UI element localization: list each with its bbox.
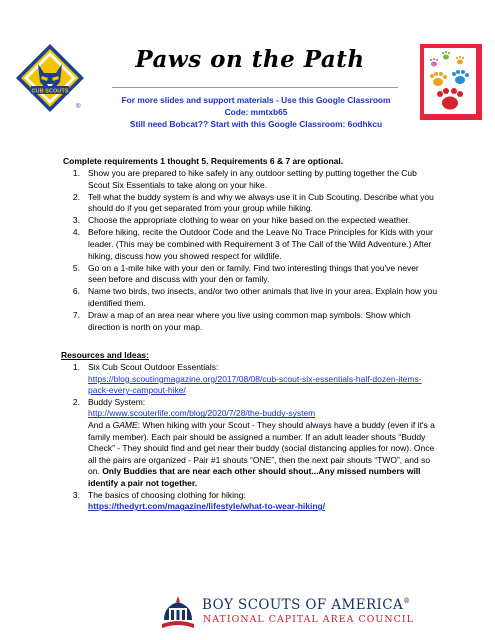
resources-heading: Resources and Ideas: <box>61 350 149 360</box>
requirement-text: Choose the appropriate clothing to wear on your hike based on the expected weather. <box>88 215 411 226</box>
list-number: 6. <box>72 286 80 297</box>
buddy-game-description: And a GAME: When hiking with your Scout - They should always have a buddy (even if it's a family member). Each pair should be assigned a number. If an adult leader shouts “Buddy Check” - They should find and get near their buddy (social distancing applies for now). Once all the pairs are organized - Pair #1 shouts “ONE”, then the next pair shouts “TWO”, and so on. Only Buddies that are near each other should shout...Any missed numbers will identify a pair not together. <box>88 419 435 488</box>
list-number: 1. <box>72 168 80 178</box>
svg-text:®: ® <box>76 104 81 110</box>
scouting-magazine-link[interactable]: https://blog.scoutingmagazine.org/2017/08/08/cub-scout-six-essentials-half-dozen-items-pack-every-campout-hike/ <box>88 373 422 396</box>
cub-scouts-logo <box>14 42 86 114</box>
requirement-text: Name two birds, two insects, and/or two other animals that live in your area. Explain how you identified them. <box>88 286 438 309</box>
resources-list <box>66 362 438 513</box>
page-title: Paws on the Path <box>135 46 365 73</box>
game-word: GAME <box>112 419 138 430</box>
classroom-info-line: For more slides and support materials - Use this Google Classroom <box>121 95 391 105</box>
requirement-text: Tell what the buddy system is and why we always use it in Cub Scouting. Describe what you should do if you get separated from your group while hiking. <box>88 191 434 214</box>
requirement-item <box>66 263 438 286</box>
cub-scouts-logo-text: CUB SCOUTS <box>31 88 69 95</box>
requirement-item <box>66 227 438 262</box>
requirement-item <box>66 310 438 333</box>
requirement-text: Show you are prepared to hike safely in any outdoor setting by putting together the Cub Scout Six Essentials to take along on your hike. <box>88 168 417 190</box>
list-number: 7. <box>72 310 80 321</box>
list-number: 2. <box>72 396 80 407</box>
bobcat-classroom-line: Still need Bobcat?? Start with this Google Classroom: 6odhkcu <box>129 119 383 129</box>
requirements-list <box>66 168 438 334</box>
requirement-text: Go on a 1-mile hike with your den or family. Find two interesting things that you've never seen before and discuss with your den or family. <box>88 262 419 285</box>
bsa-org-name: BOY SCOUTS OF AMERICA® <box>202 597 411 613</box>
requirement-item <box>66 168 438 191</box>
list-number: 5. <box>72 262 80 273</box>
list-number: 2. <box>72 191 80 202</box>
list-number: 3. <box>72 215 80 226</box>
paw-icon <box>424 48 476 114</box>
bsa-council-name: NATIONAL CAPITAL AREA COUNCIL <box>203 614 414 625</box>
requirement-item <box>66 192 438 215</box>
list-number: 1. <box>72 362 80 372</box>
registered-mark: ® <box>403 597 411 605</box>
classroom-code-line: Code: mmtxb65 <box>224 107 288 117</box>
requirements-intro: Complete requirements 1 thought 5. Requirements 6 & 7 are optional. <box>63 156 344 166</box>
resource-item <box>66 397 438 490</box>
title-divider <box>112 87 398 88</box>
resource-title: The basics of choosing clothing for hiking: <box>88 489 246 500</box>
resource-title: Buddy System: <box>88 396 146 407</box>
bsa-emblem-icon <box>160 594 196 632</box>
paw-prints-logo <box>420 44 482 120</box>
resource-item <box>66 362 438 397</box>
resource-item <box>66 490 438 513</box>
buddy-system-link[interactable]: http://www.scouterlife.com/blog/2020/7/28/the-buddy-system <box>88 408 316 419</box>
requirement-text: Before hiking, recite the Outdoor Code and the Leave No Trace Principles for Kids with your leader. (This may be combined with Requirement 3 of The Call of the Wild Adventure.) After hiking, discuss how you showed respect for wildlife. <box>88 227 433 261</box>
game-bold-note: Only Buddies that are near each other should shout...Any missed numbers will identify a pair not together. <box>88 466 421 488</box>
requirement-item <box>66 215 438 227</box>
requirement-item <box>66 286 438 309</box>
list-number: 3. <box>72 489 80 500</box>
requirement-text: Draw a map of an area near where you live using common map symbols. Show which direction is north on your map. <box>88 310 411 332</box>
list-number: 4. <box>72 227 80 238</box>
resource-title: Six Cub Scout Outdoor Essentials: <box>88 362 219 372</box>
hiking-clothing-link[interactable]: https://thedyrt.com/magazine/lifestyle/what-to-wear-hiking/ <box>88 501 326 512</box>
